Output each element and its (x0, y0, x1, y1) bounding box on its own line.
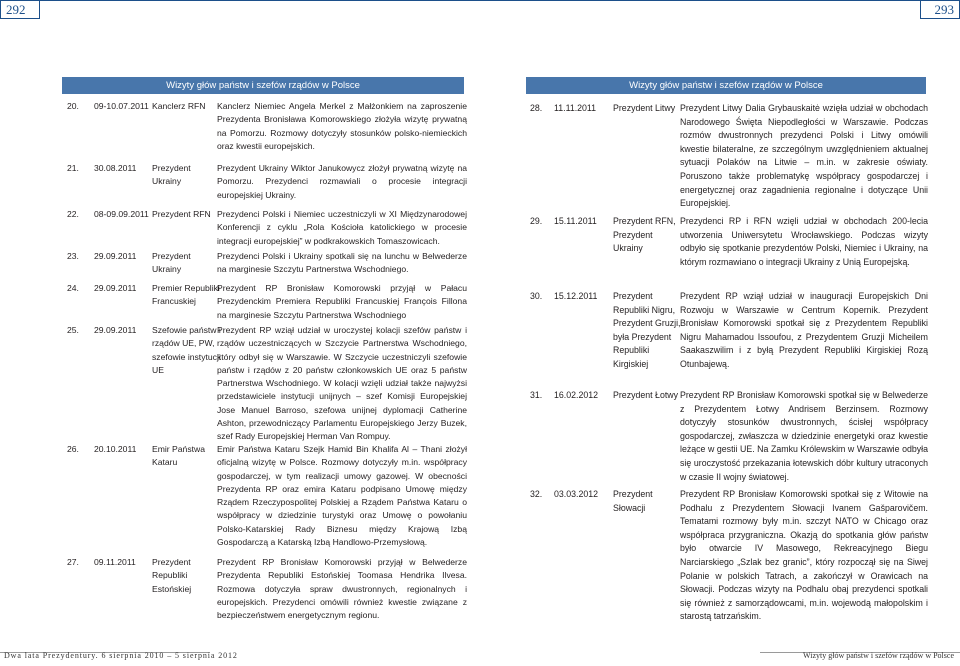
entry-date: 09-10.07.2011 (94, 101, 149, 111)
entry-number: 22. (67, 209, 79, 219)
entry-date: 09.11.2011 (94, 557, 136, 567)
entry-description: Prezydenci RP i RFN wzięli udział w obchodach 200-lecia utworzenia Uniwersytetu Wrocławskiego. Podczas wizyty odbyło się spotkanie prezydentów Polski, Niemiec i Ukrainy, na którym rozmawiano o integracji Ukrainy z Unią Europejską. (680, 216, 928, 267)
entry-description: Prezydenci Polski i Niemiec uczestniczyli w XI Międzynarodowej Konferencji z cyklu „Rola Kościoła katolickiego w procesie integracji europejskiej” w podkrakowskich Tomaszowicach. (217, 209, 467, 246)
entry-visitor: Kanclerz RFN (152, 101, 206, 111)
page-number-right: 293 (920, 0, 960, 19)
entry-visitor: Prezydent Republiki Estońskiej (152, 557, 192, 594)
entry-description: Prezydent RP wziął udział w inauguracji Europejskich Dni Rozwoju w Warszawie w Centrum Kopernik. Prezydent Bronisław Komorowski spotkał się z Prezydentem Republiki Nigru Mahamadou Issoufou, z Prezydentem Gruzji Micheilem Saakaszwilim i z byłą Prezydent Republiki Kirgiskiej Rozą Otunbajewą. (680, 291, 928, 369)
entry-visitor: Prezydent Łotwy (613, 390, 679, 400)
running-header-right: Wizyty głów państw i szefów rządów w Polsce (526, 77, 926, 94)
entry-date: 03.03.2012 (554, 489, 599, 499)
entry-date: 29.09.2011 (94, 283, 137, 293)
entry-description: Prezydent Litwy Dalia Grybauskaitė wzięła udział w obchodach Narodowego Święta Niepodległości w Warszawie. Podczas rozmów dwustronnych prezydenci Polski i Litwy omówili kwestie bilateralne, ze szczególnym uwzględnieniem aktualnej sytuacji Polaków na Litwie – m.in. w zakresie oświaty. Poruszono także problematykę współpracy gospodarczej i energetycznej oraz zagadnienia regionalne i dotyczące Unii Europejskiej. (680, 103, 928, 209)
entry-visitor: Prezydent Ukrainy (152, 251, 191, 275)
entry-date: 29.09.2011 (94, 251, 137, 261)
entry-description: Prezydent RP Bronisław Komorowski spotkał się z Witowie na Podhalu z Prezydentem Słowacji Ivanem Gašparovičem. Tematami rozmowy były m.in. szczyt NATO w Chicago oraz współpraca przygraniczna. Okazją do spotkania głów państw było otwarcie IV Masowego, Rekreacyjnego Biegu Narciarskiego „Szlak bez granic”, który rozpoczął się na Siwej Polanie w polskich Tatrach, a zakończył w Orawicach na Słowacji. Podczas wizyty na Podhalu obaj prezydenci spotkali się również z samorządowcami, m.in. wojewodą małopolskim i starostą tatrzańskim. (680, 489, 928, 622)
entry-number: 26. (67, 444, 79, 454)
running-header-left: Wizyty głów państw i szefów rządów w Polsce (62, 77, 464, 94)
page-number-left: 292 (0, 0, 40, 19)
entry-date: 29.09.2011 (94, 325, 137, 335)
entry-number: 30. (530, 291, 543, 301)
entry-description: Kanclerz Niemiec Angela Merkel z Małżonkiem na zaproszenie Prezydenta Bronisława Komorowskiego złożyła wizytę prywatną na Pomorzu. Rozmowy dotyczyły stosunków polsko-niemieckich oraz kwestii europejskich. (217, 101, 467, 151)
entry-description: Prezydent Ukrainy Wiktor Janukowycz złożył prywatną wizytę na Pomorzu. Prezydenci rozmawiali o procesie integracji europejskiej Ukrainy. (217, 163, 467, 200)
entry-number: 20. (67, 101, 79, 111)
entry-visitor: Prezydent RFN, Prezydent Ukrainy (613, 216, 676, 254)
entry-visitor: Szefowie państw i rządów UE, PW, szefowie instytucji UE (152, 325, 221, 375)
entry-number: 24. (67, 283, 79, 293)
entry-visitor: Prezydent Słowacji (613, 489, 653, 513)
header-rule-left (38, 0, 485, 18)
entry-date: 11.11.2011 (554, 103, 597, 113)
entry-number: 23. (67, 251, 79, 261)
footer-right: Wizyty głów państw i szefów rządów w Polsce (803, 651, 954, 660)
entry-number: 29. (530, 216, 543, 226)
entry-number: 28. (530, 103, 543, 113)
entry-description: Prezydent RP Bronisław Komorowski spotkał się w Belwederze z Prezydentem Łotwy Andrisem Berzinsem. Rozmowy dotyczyły stosunków dwustronnych, ścisłej współpracy gospodarczej, zwłaszcza w dziedzinie energetyki oraz kwestie leżące w gestii UE. Na Zamku Królewskim w Warszawie odbyła się uroczystość przekazania łotewskich dóbr kultury utraconych w czasie II wojny światowej. (680, 390, 928, 482)
entry-description: Prezydent RP wziął udział w uroczystej kolacji szefów państw i rządów uczestniczących w Szczycie Partnerstwa Wschodniego, który odbył się w Warszawie. W Szczycie uczestniczyli szefowie państw i rządów z 20 państw członkowskich UE oraz 5 państw Partnerstwa Wschodniego. W kolacji wzięli udział także najwyżsi przedstawiciele instytucji unijnych – szef Komisji Europejskiej Jose Manuel Barroso, szefowa unijnej dyplomacji Catherine Ashton, przewodniczący Parlamentu Europejskiego Jerzy Buzek, szef Rady Europejskiej Herman Van Rompuy. (217, 325, 467, 442)
entry-date: 16.02.2012 (554, 390, 599, 400)
entry-date: 30.08.2011 (94, 163, 137, 173)
entry-number: 21. (67, 163, 79, 173)
entry-number: 31. (530, 390, 543, 400)
entry-number: 27. (67, 557, 79, 567)
footer-left: Dwa lata Prezydentury. 6 sierpnia 2010 – 5 sierpnia 2012 (4, 651, 238, 660)
entry-visitor: Premier Republiki Francuskiej (152, 283, 220, 307)
header-rule-right (475, 0, 922, 18)
entry-date: 08-09.09.2011 (94, 209, 149, 219)
entry-description: Prezydent RP Bronisław Komorowski przyjął w Pałacu Prezydenckim Premiera Republiki Francuskiej François Fillona na marginesie Szczytu Partnerstwa Wschodniego (217, 283, 467, 320)
entry-description: Prezydenci Polski i Ukrainy spotkali się na lunchu w Belwederze na marginesie Szczytu Partnerstwa Wschodniego. (217, 251, 467, 275)
entry-number: 25. (67, 325, 79, 335)
entry-visitor: Emir Państwa Kataru (152, 444, 206, 468)
entry-visitor: Prezydent Republiki Nigru, Prezydent Gruzji, była Prezydent Republiki Kirgiskiej (613, 291, 681, 369)
entry-visitor: Prezydent Litwy (613, 103, 676, 113)
entry-description: Emir Państwa Kataru Szejk Hamid Bin Khalifa Al – Thani złożył oficjalną wizytę w Polsce. Rozmowy dotyczyły m.in. współpracy gospodarczej, w tym realizacji umowy gazowej. W obecności Prezydenta RP oraz emira Kataru podpisano Umowę między Rządem Rzeczypospolitej Polskiej a Rządem Państwa Kataru o współpracy w dziedzinie turystyki oraz Umowę o powołaniu Polsko-Katarskiej Rady Biznesu między Krajową Izbą Gospodarczą a Katarską Izbą Handlowo-Przemysłową. (217, 444, 467, 548)
entry-date: 15.12.2011 (554, 291, 598, 301)
entry-description: Prezydent RP Bronisław Komorowski przyjął w Belwederze Prezydenta Republiki Estońskiej Toomasa Hendrika Ilvesa. Rozmowa dotyczyła spraw dwustronnych, regionalnych i europejskich. Prezydenci omówili również kwestie związane z bezpieczeństwem energetycznym regionu. (217, 557, 467, 621)
entry-date: 20.10.2011 (94, 444, 137, 454)
entry-date: 15.11.2011 (554, 216, 597, 226)
entry-visitor: Prezydent Ukrainy (152, 163, 191, 187)
entry-visitor: Prezydent RFN (152, 209, 211, 219)
entry-number: 32. (530, 489, 543, 499)
